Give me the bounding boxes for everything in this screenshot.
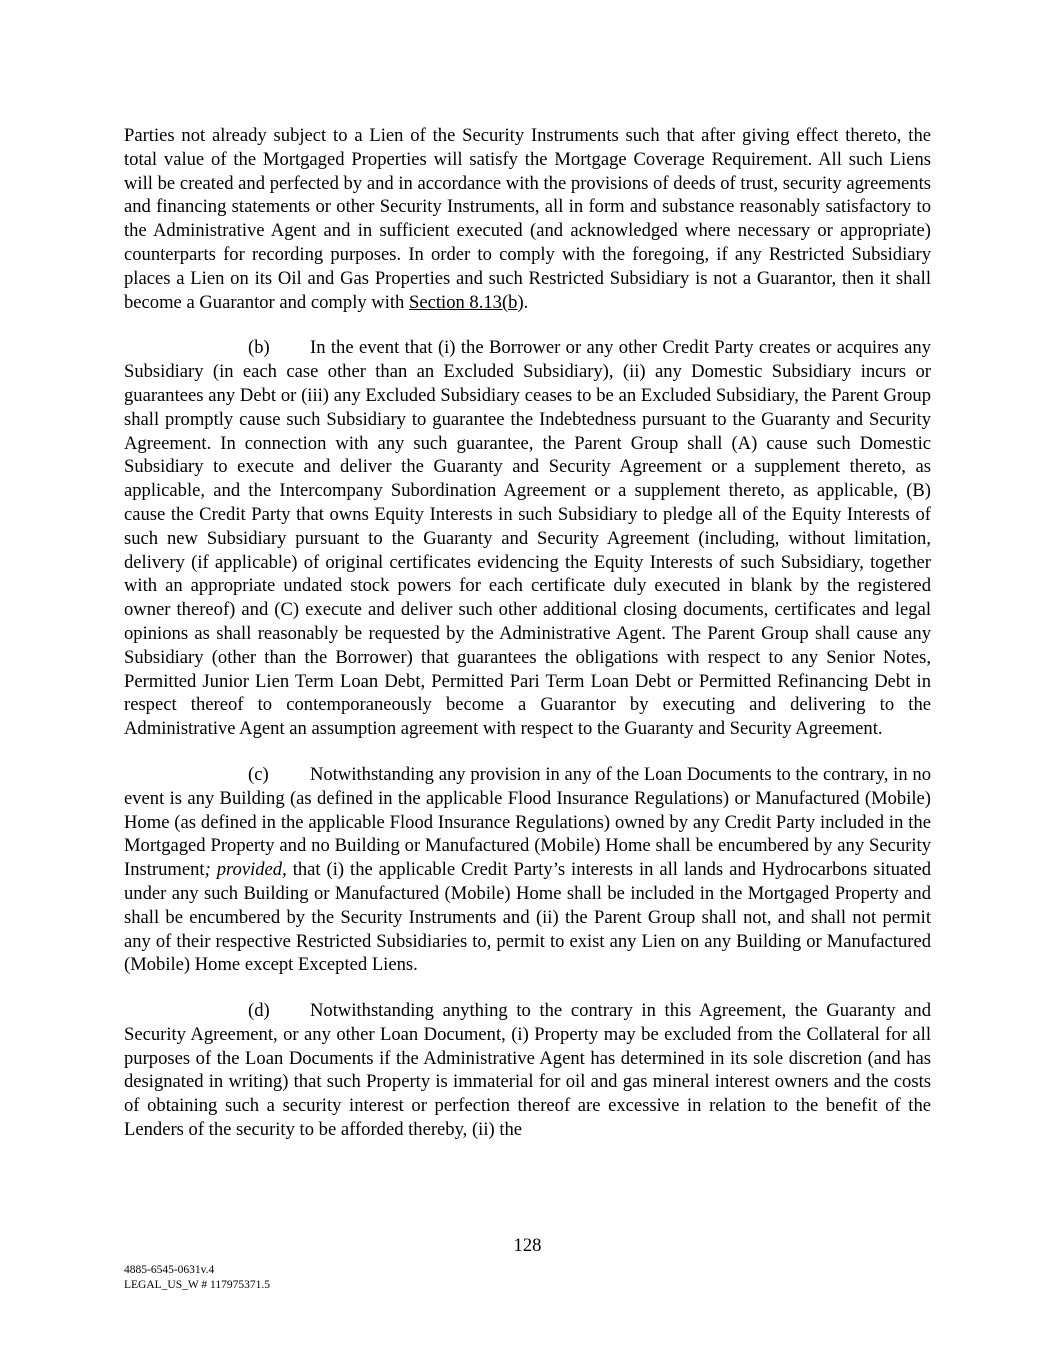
paragraph-continuation bbox=[124, 124, 931, 314]
paragraph-label: (b) bbox=[248, 337, 270, 359]
document-footer bbox=[124, 1263, 270, 1293]
section-reference: Section 8.13(b) bbox=[409, 291, 524, 313]
footer-legal-id: LEGAL_US_W # 117975371.5 bbox=[124, 1279, 270, 1291]
paragraph-d bbox=[124, 999, 931, 1142]
paragraph-text-end: . bbox=[523, 291, 529, 313]
italic-proviso: ; provided bbox=[204, 859, 283, 881]
paragraph-label: (c) bbox=[248, 763, 269, 785]
paragraph-c bbox=[124, 763, 931, 977]
paragraph-b bbox=[124, 336, 931, 741]
page-number: 128 bbox=[513, 1235, 542, 1256]
paragraph-text: Notwithstanding any provision in any of the Loan Documents to the contrary, in no event is any Building (as defined in the applicable Flood Insurance Regulations) or Manufactured (Mobile) Home (as defined in the applicable Flood Insurance Regulations) owned by any Credit Party included in the Mortgaged Property and no Building or Manufactured (Mobile) Home shall be encumbered by any Security Instrument bbox=[124, 763, 931, 881]
paragraph-text: Parties not already subject to a Lien of the Security Instruments such that after giving effect thereto, the total value of the Mortgaged Properties will satisfy the Mortgage Coverage Requirement. All such Liens will be created and perfected by and in accordance with the provisions of deeds of trust, security agreements and financing statements or other Security Instruments, all in form and substance reasonably satisfactory to the Administrative Agent and in sufficient executed (and acknowledged where necessary or appropriate) counterparts for recording purposes. In order to comply with the foregoing, if any Restricted Subsidiary places a Lien on its Oil and Gas Properties and such Restricted Subsidiary is not a Guarantor, then it shall become a Guarantor and comply with bbox=[124, 125, 931, 313]
paragraph-text: Notwithstanding anything to the contrary in this Agreement, the Guaranty and Security Agreement, or any other Loan Document, (i) Property may be excluded from the Collateral for all purposes of the Loan Documents if the Administrative Agent has determined in its sole discretion (and has designated in writing) that such Property is immaterial for oil and gas mineral interest owners and the costs of obtaining such a security interest or perfection thereof are excessive in relation to the benefit of the Lenders of the security to be afforded thereby, (ii) the bbox=[124, 1000, 931, 1141]
paragraph-label: (d) bbox=[248, 1000, 270, 1022]
document-body bbox=[124, 124, 931, 1164]
footer-doc-id: 4885-6545-0631v.4 bbox=[124, 1264, 215, 1276]
paragraph-text-end: , that (i) the applicable Credit Party’s interests in all lands and Hydrocarbons situated under any such Building or Manufactured (Mobile) Home shall be included in the Mortgaged Property and shall be encumbered by the Security Instruments and (ii) the Parent Group shall not, and shall not permit any of their respective Restricted Subsidiaries to, permit to exist any Lien on any Building or Manufactured (Mobile) Home except Excepted Liens. bbox=[124, 859, 931, 976]
paragraph-text: In the event that (i) the Borrower or any other Credit Party creates or acquires any Subsidiary (in each case other than an Excluded Subsidiary), (ii) any Domestic Subsidiary incurs or guarantees any Debt or (iii) any Excluded Subsidiary ceases to be an Excluded Subsidiary, the Parent Group shall promptly cause such Subsidiary to guarantee the Indebtedness pursuant to the Guaranty and Security Agreement. In connection with any such guarantee, the Parent Group shall (A) cause such Domestic Subsidiary to execute and deliver the Guaranty and Security Agreement or a supplement thereto, as applicable, and the Intercompany Subordination Agreement or a supplement thereto, as applicable, (B) cause the Credit Party that owns Equity Interests in such Subsidiary to pledge all of the Equity Interests of such new Subsidiary pursuant to the Guaranty and Security Agreement (including, without limitation, delivery (if applicable) of original certificates evidencing the Equity Interests of such Subsidiary, together with an appropriate undated stock powers for each certificate duly executed in blank by the registered owner thereof) and (C) execute and deliver such other additional closing documents, certificates and legal opinions as shall reasonably be requested by the Administrative Agent. The Parent Group shall cause any Subsidiary (other than the Borrower) that guarantees the obligations with respect to any Senior Notes, Permitted Junior Lien Term Loan Debt, Permitted Pari Term Loan Debt or Permitted Refinancing Debt in respect thereof to contemporaneously become a Guarantor by executing and delivering to the Administrative Agent an assumption agreement with respect to the Guaranty and Security Agreement. bbox=[124, 337, 931, 740]
